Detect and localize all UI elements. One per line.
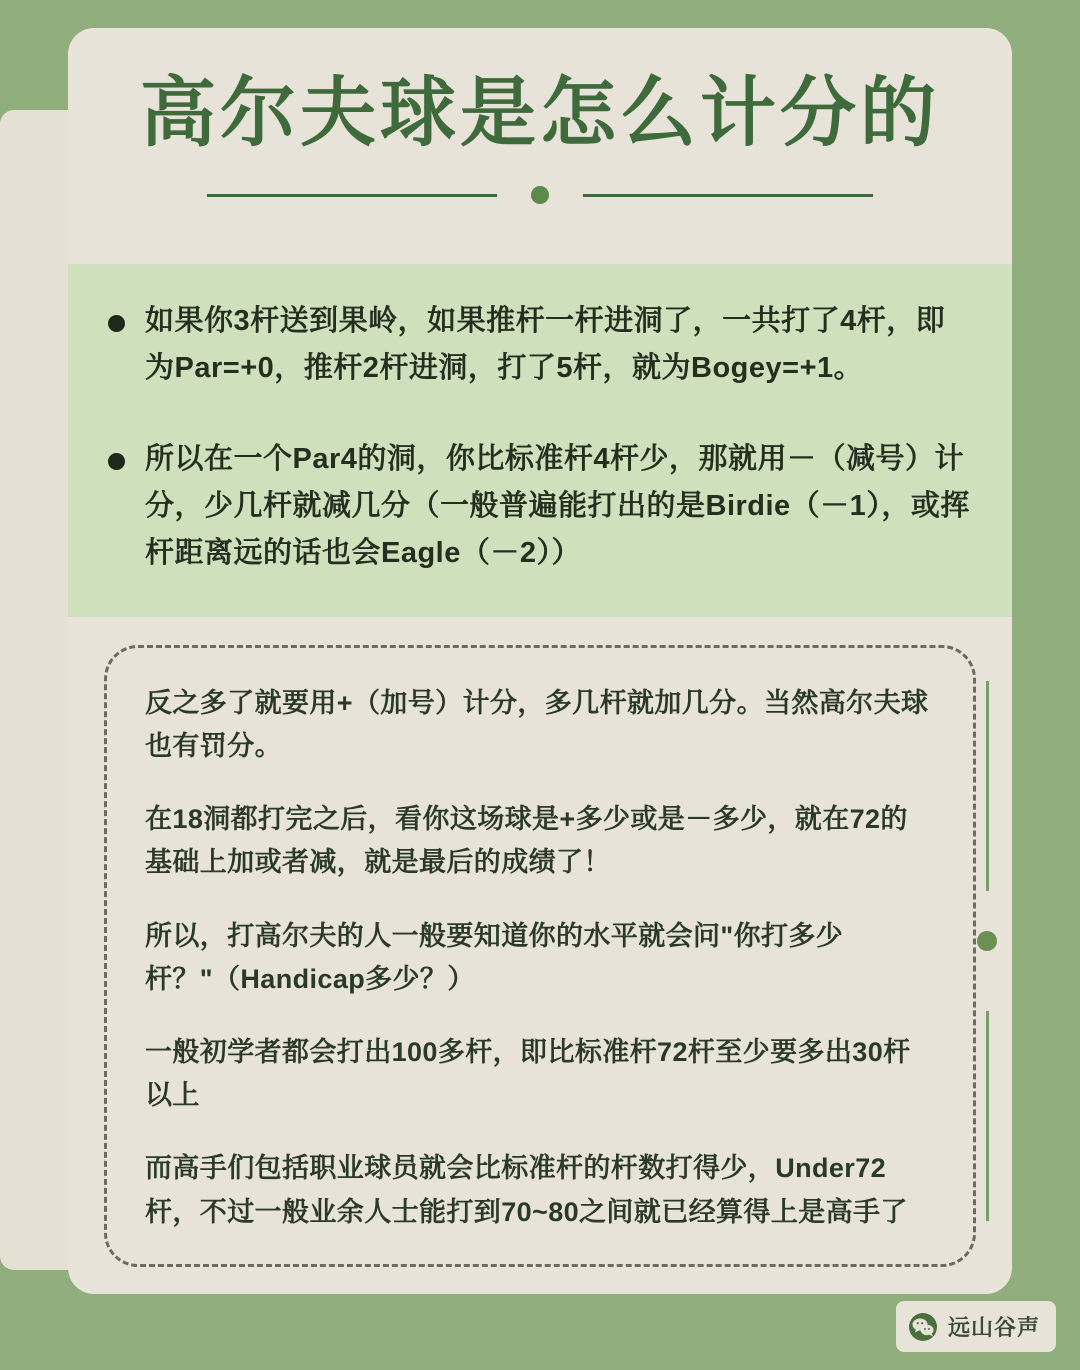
side-marker-line-bottom [986, 1011, 989, 1221]
wechat-account-badge[interactable] [896, 1301, 1056, 1352]
divider-line-left [207, 194, 497, 197]
divider-line-right [583, 194, 873, 197]
side-marker-line-top [986, 681, 989, 891]
note-paragraph: 而高手们包括职业球员就会比标准杆的杆数打得少，Under72杆，不过一般业余人士能打到70~80之间就已经算得上是高手了 [145, 1153, 908, 1227]
wechat-icon [908, 1312, 938, 1342]
note-paragraph: 反之多了就要用+（加号）计分，多几杆就加几分。当然高尔夫球也有罚分。 [145, 687, 929, 762]
note-paragraph: 在18洞都打完之后，看你这场球是+多少或是－多少，就在72的基础上加或者减，就是最后的成绩了！ [145, 804, 908, 878]
note-paragraph: 所以，打高尔夫的人一般要知道你的水平就会问"你打多少杆？"（Handicap多少？） [145, 920, 844, 994]
title-divider [102, 186, 978, 204]
poster-header [68, 28, 1012, 264]
poster-card [68, 28, 1012, 1294]
bullet-dot-icon [108, 315, 125, 332]
side-marker-dot [977, 931, 997, 951]
dashed-note-box [104, 645, 976, 1267]
note-paragraph: 一般初学者都会打出100多杆，即比标准杆72杆至少要多出30杆以上 [145, 1036, 911, 1111]
page-title: 高尔夫球是怎么计分的 [140, 71, 940, 156]
wechat-account-name: 远山谷声 [947, 1315, 1040, 1340]
bullet-paragraph-text: 所以在一个Par4的洞，你比标准杆4杆少，那就用－（减号）计分，少几杆就减几分（一般普遍能打出的是Birdie（－1），或挥杆距离远的话也会Eagle（－2）） [145, 442, 970, 569]
lower-section [68, 617, 1012, 1267]
bullet-paragraph [108, 436, 972, 577]
divider-dot [531, 186, 549, 204]
bullet-paragraph-text: 如果你3杆送到果岭，如果推杆一杆进洞了，一共打了4杆，即为Par=+0，推杆2杆进洞，打了5杆，就为Bogey=+1。 [145, 305, 946, 384]
bullet-paragraph [108, 298, 972, 392]
side-marker-decoration [976, 681, 998, 1221]
bullet-dot-icon [108, 453, 125, 470]
green-content-block [68, 264, 1012, 617]
